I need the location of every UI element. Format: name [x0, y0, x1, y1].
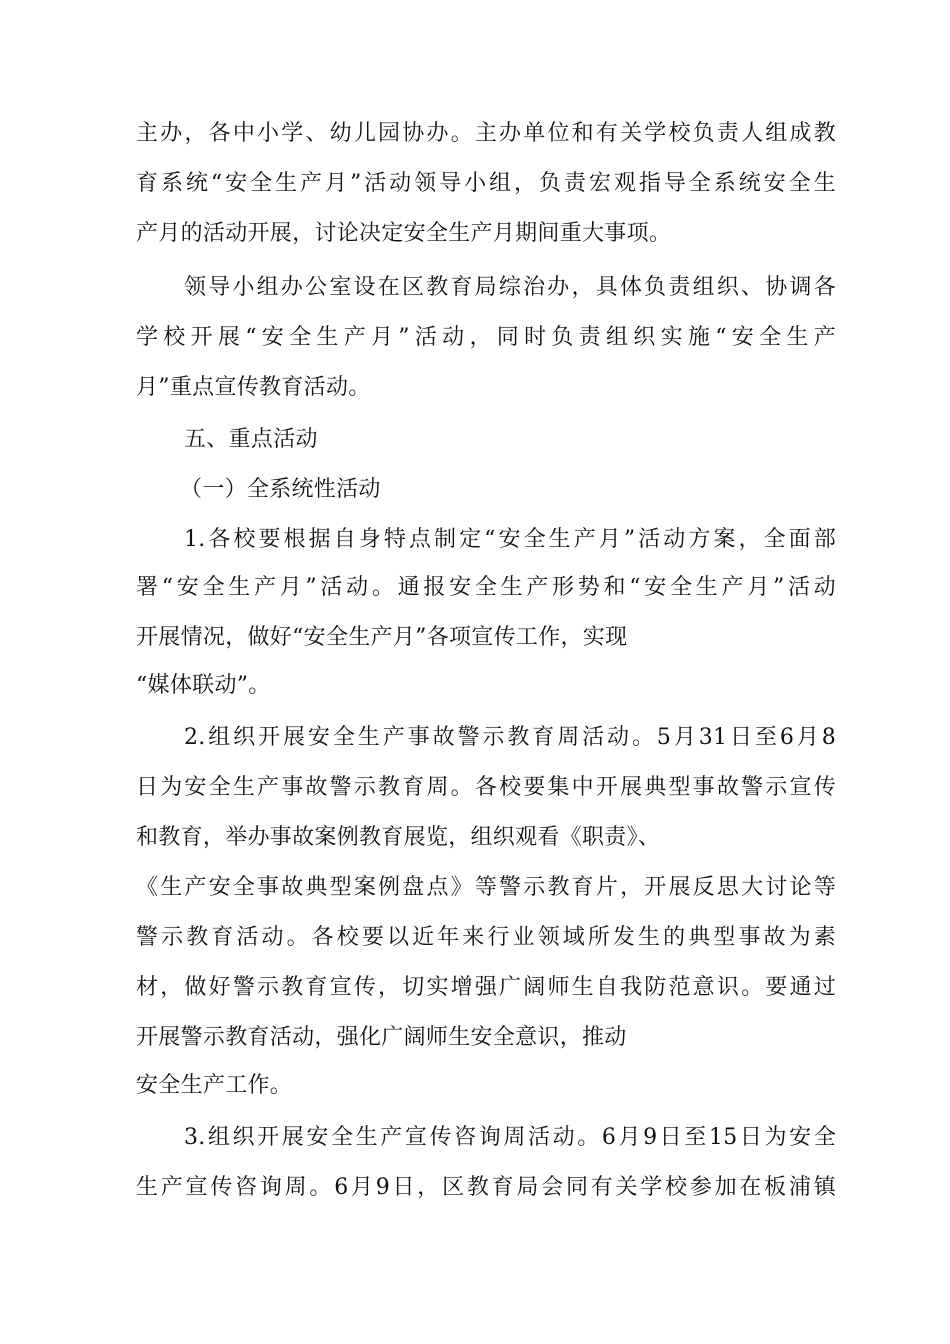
subsection-heading: （一）全系统性活动	[180, 477, 381, 502]
paragraph-line: 3.组织开展安全生产宣传咨询周活动。6月9日至15日为安全	[184, 1125, 836, 1150]
paragraph-line: 和教育，举办事故案例教育展览，组织观看《职责》、	[136, 825, 661, 850]
paragraph-line: 《生产安全事故典型案例盘点》等警示教育片，开展反思大讨论等	[136, 875, 836, 900]
paragraph-line: 开展情况，做好“安全生产月”各项宣传工作，实现	[136, 625, 628, 650]
section-heading: 五、重点活动	[184, 427, 318, 452]
paragraph-line: 育系统“安全生产月”活动领导小组，负责宏观指导全系统安全生	[136, 171, 836, 196]
paragraph-line: 开展警示教育活动，强化广阔师生安全意识，推动	[136, 1025, 627, 1050]
paragraph-line: 1.各校要根据自身特点制定“安全生产月”活动方案，全面部	[184, 527, 836, 552]
paragraph-line: 警示教育活动。各校要以近年来行业领域所发生的典型事故为素	[136, 925, 836, 950]
paragraph-line: 产月的活动开展，讨论决定安全生产月期间重大事项。	[136, 221, 672, 246]
paragraph-line: 安全生产工作。	[136, 1073, 293, 1098]
paragraph-line: 领导小组办公室设在区教育局综治办，具体负责组织、协调各	[184, 275, 836, 300]
paragraph-line: 主办，各中小学、幼儿园协办。主办单位和有关学校负责人组成教	[136, 121, 836, 146]
paragraph-line: 月”重点宣传教育活动。	[136, 375, 371, 400]
paragraph-line: 生产宣传咨询周。6月9日，区教育局会同有关学校参加在板浦镇	[136, 1175, 836, 1200]
paragraph-line: 2.组织开展安全生产事故警示教育周活动。5月31日至6月8	[184, 725, 836, 750]
paragraph-line: “媒体联动”。	[136, 673, 271, 698]
paragraph-line: 署“安全生产月”活动。通报安全生产形势和“安全生产月”活动	[136, 575, 836, 600]
paragraph-line: 学校开展“安全生产月”活动，同时负责组织实施“安全生产	[136, 325, 836, 350]
paragraph-line: 日为安全生产事故警示教育周。各校要集中开展典型事故警示宣传	[136, 775, 836, 800]
paragraph-line: 材，做好警示教育宣传，切实增强广阔师生自我防范意识。要通过	[136, 975, 836, 1000]
